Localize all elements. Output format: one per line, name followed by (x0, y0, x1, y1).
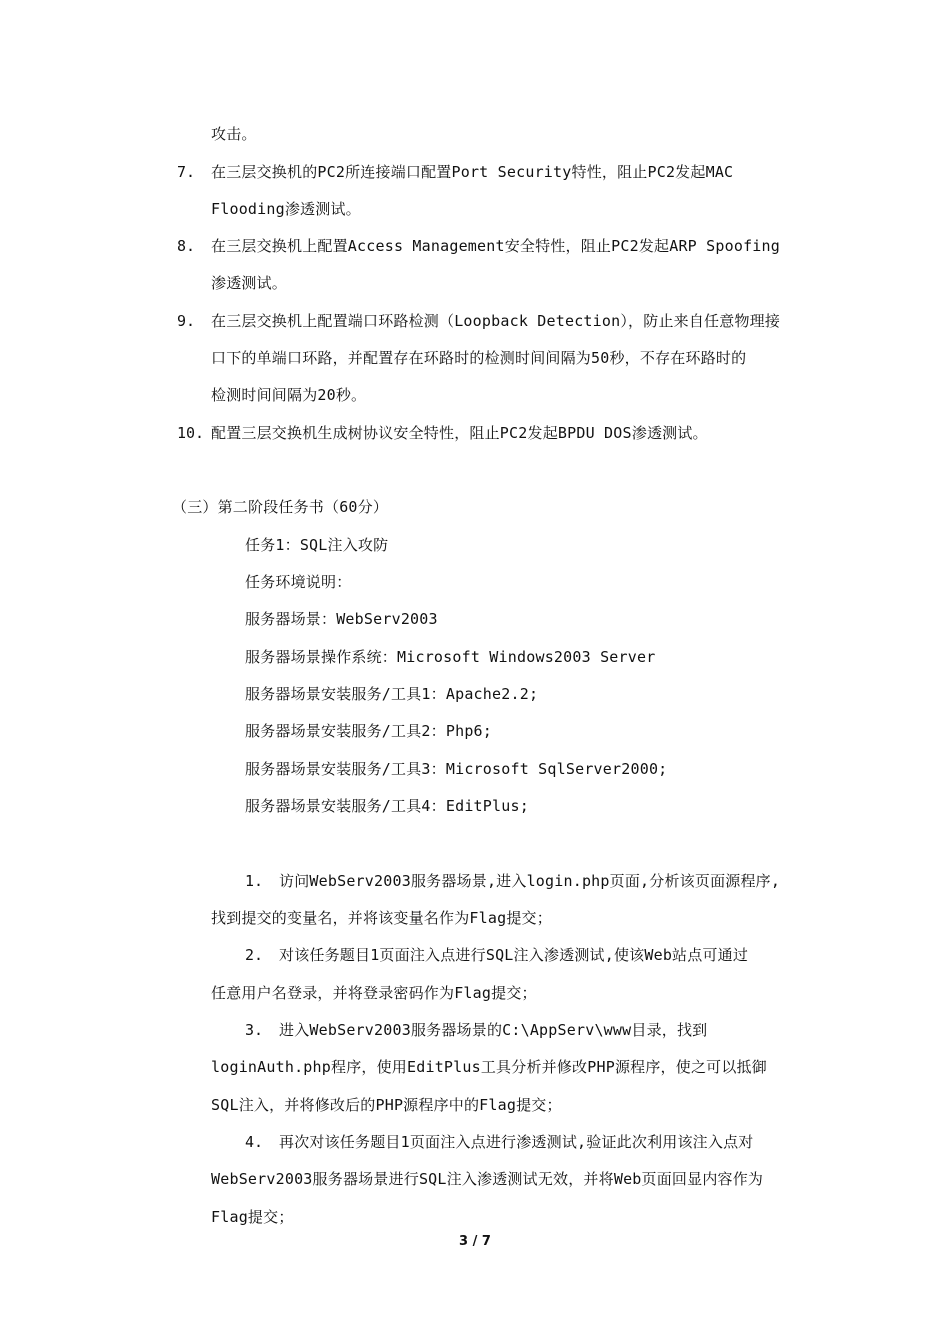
list-item-text: 在三层交换机上配置端口环路检测（Loopback Detection），防止来自任意物理接 (211, 312, 781, 330)
task-text: 对该任务题目1页面注入点进行SQL注入渗透测试,使该Web站点可通过 (279, 946, 749, 964)
task-text: 找到提交的变量名，并将该变量名作为Flag提交； (211, 909, 552, 927)
task-number: 1. (245, 872, 264, 890)
task-text: WebServ2003服务器场景进行SQL注入渗透测试无效，并将Web页面回显内容作为 (211, 1170, 764, 1188)
task-number: 3. (245, 1021, 264, 1039)
task-text: SQL注入，并将修改后的PHP源程序中的Flag提交； (211, 1096, 562, 1114)
env-item: 服务器场景安装服务/工具1：Apache2.2; (245, 685, 539, 703)
task-text: 访问WebServ2003服务器场景,进入login.php页面,分析该页面源程序, (279, 872, 781, 890)
page-indicator: 3 / 7 (459, 1234, 491, 1249)
list-item-text: 检测时间间隔为20秒。 (211, 386, 367, 404)
task-number: 4. (245, 1133, 264, 1151)
task-text: loginAuth.php程序，使用EditPlus工具分析并修改PHP源程序，使之可以抵御 (211, 1058, 767, 1076)
env-item: 服务器场景安装服务/工具4：EditPlus; (245, 797, 529, 815)
list-item-text: 口下的单端口环路，并配置存在环路时的检测时间间隔为50秒，不存在环路时的 (211, 349, 747, 367)
list-item-text: 配置三层交换机生成树协议安全特性，阻止PC2发起BPDU DOS渗透测试。 (211, 424, 708, 442)
section-heading: （三）第二阶段任务书（60分） (172, 498, 389, 516)
list-item-number: 9. (177, 312, 196, 330)
list-item-continuation: 攻击。 (211, 125, 257, 143)
list-item-text: Flooding渗透测试。 (211, 200, 361, 218)
task-text: Flag提交； (211, 1208, 294, 1226)
list-item-text: 在三层交换机的PC2所连接端口配置Port Security特性，阻止PC2发起MAC (211, 163, 734, 181)
task-text: 再次对该任务题目1页面注入点进行渗透测试,验证此次利用该注入点对 (279, 1133, 754, 1151)
list-item-number: 7. (177, 163, 196, 181)
task-number: 2. (245, 946, 264, 964)
task-text: 任意用户名登录，并将登录密码作为Flag提交； (211, 984, 537, 1002)
list-item-text: 在三层交换机上配置Access Management安全特性，阻止PC2发起ARP Spoofing (211, 237, 780, 255)
list-item-number: 10. (177, 424, 205, 442)
env-label: 任务环境说明： (245, 573, 352, 591)
task-text: 进入WebServ2003服务器场景的C:\AppServ\www目录，找到 (279, 1021, 708, 1039)
list-item-text: 渗透测试。 (211, 274, 288, 292)
env-item: 服务器场景：WebServ2003 (245, 610, 438, 628)
env-item: 服务器场景安装服务/工具2：Php6; (245, 722, 493, 740)
env-item: 服务器场景安装服务/工具3：Microsoft SqlServer2000; (245, 760, 668, 778)
list-item-number: 8. (177, 237, 196, 255)
env-item: 服务器场景操作系统：Microsoft Windows2003 Server (245, 648, 656, 666)
task-title: 任务1：SQL注入攻防 (245, 536, 389, 554)
